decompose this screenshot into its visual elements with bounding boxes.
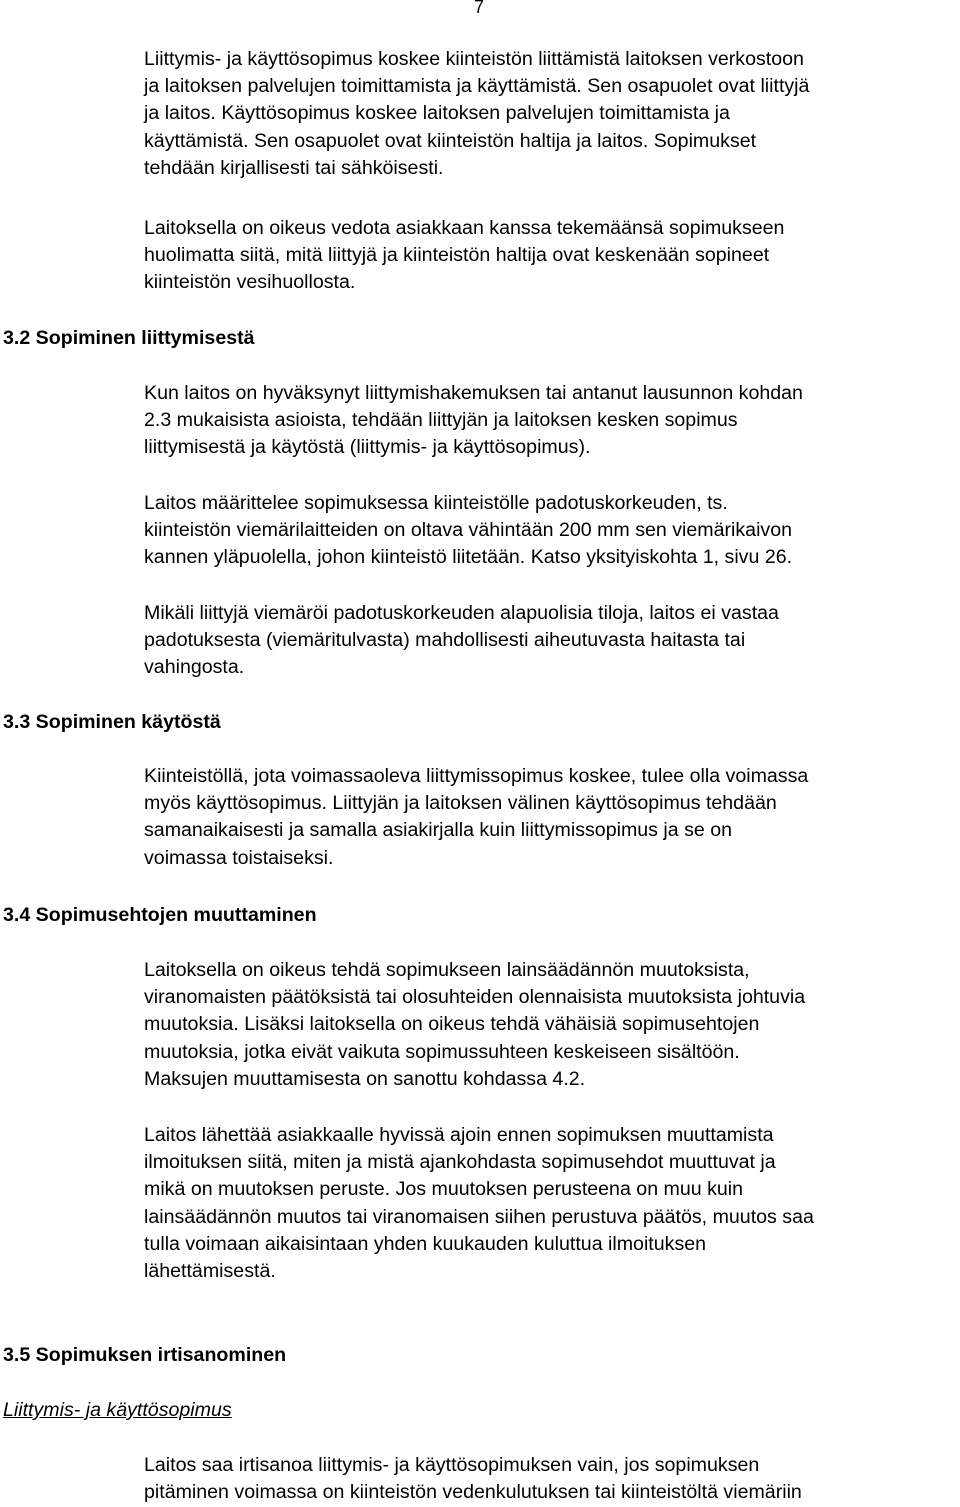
paragraph-agreement-scope: Liittymis- ja käyttösopimus koskee kiinteistön liittämistä laitoksen verkostoon ja laitoksen palvelujen toimittamista ja käyttämistä. Sen osapuolet ovat liittyjä ja laitos. Käyttösopimus koskee laitoksen palvelujen toimittamista ja käyttämistä. Sen osapuolet ovat kiinteistön haltija ja laitos. Sopimukset tehdään kirjallisesti tai sähköisesti. xyxy=(144,48,810,179)
paragraph-backflow-height: Laitos määrittelee sopimuksessa kiinteistölle padotuskorkeuden, ts. kiinteistön viemärilaitteiden on oltava vähintään 200 mm sen viemärikaivon kannen yläpuolella, johon kiinteistö liitetään. Katso yksityiskohta 1, sivu 26. xyxy=(144,492,793,569)
paragraph-termination: Laitos saa irtisanoa liittymis- ja käyttösopimuksen vain, jos sopimuksen pitäminen voimassa on kiinteistön vedenkulutuksen tai kiinteistöltä viemäriin xyxy=(144,1454,802,1504)
paragraph-backflow-liability: Mikäli liittyjä viemäröi padotuskorkeuden alapuolisia tiloja, laitos ei vastaa padotuksesta (viemäritulvasta) mahdollisesti aiheutuvasta haitasta tai vahingosta. xyxy=(144,602,779,679)
paragraph-connection-agreement: Kun laitos on hyväksynyt liittymishakemuksen tai antanut lausunnon kohdan 2.3 mukaisista asioista, tehdään liittyjän ja laitoksen kesken sopimus liittymisestä ja käytöstä (liittymis- ja käyttösopimus). xyxy=(144,382,803,459)
paragraph-right-to-invoke: Laitoksella on oikeus vedota asiakkaan kanssa tekemäänsä sopimukseen huolimatta siitä, mitä liittyjä ja kiinteistön haltija ovat keskenään sopineet kiinteistön vesihuollosta. xyxy=(144,217,785,294)
heading-3-5: 3.5 Sopimuksen irtisanominen xyxy=(3,1344,287,1366)
paragraph-usage-agreement: Kiinteistöllä, jota voimassaoleva liittymissopimus koskee, tulee olla voimassa myös käyttösopimus. Liittyjän ja laitoksen välinen käyttösopimus tehdään samanaikaisesti ja samalla asiakirjalla kuin liittymissopimus ja se on voimassa toistaiseksi. xyxy=(144,765,809,869)
subheading-liittymis-ja-kayttosopimus: Liittymis- ja käyttösopimus xyxy=(3,1399,232,1421)
page-number: 7 xyxy=(474,0,485,17)
heading-3-4: 3.4 Sopimusehtojen muuttaminen xyxy=(3,904,317,926)
paragraph-changes-notice: Laitos lähettää asiakkaalle hyvissä ajoin ennen sopimuksen muuttamista ilmoituksen siitä, miten ja mistä ajankohdasta sopimusehdot muuttuvat ja mikä on muutoksen peruste. Jos muutoksen perusteena on muu kuin lainsäädännön muutos tai viranomaisen siihen perustuva päätös, muutos saa tulla voimaan aikaisintaan yhden kuukauden kuluttua ilmoituksen lähettämisestä. xyxy=(144,1124,814,1283)
heading-3-2: 3.2 Sopiminen liittymisestä xyxy=(3,327,255,349)
heading-3-3: 3.3 Sopiminen käytöstä xyxy=(3,711,221,733)
paragraph-changes-right: Laitoksella on oikeus tehdä sopimukseen lainsäädännön muutoksista, viranomaisten päätöksistä tai olosuhteiden olennaisista muutoksista johtuvia muutoksia. Lisäksi laitoksella on oikeus tehdä vähäisiä sopimusehtojen muutoksia, jotka eivät vaikuta sopimussuhteen keskeiseen sisältöön. Maksujen muuttamisesta on sanottu kohdassa 4.2. xyxy=(144,959,806,1090)
